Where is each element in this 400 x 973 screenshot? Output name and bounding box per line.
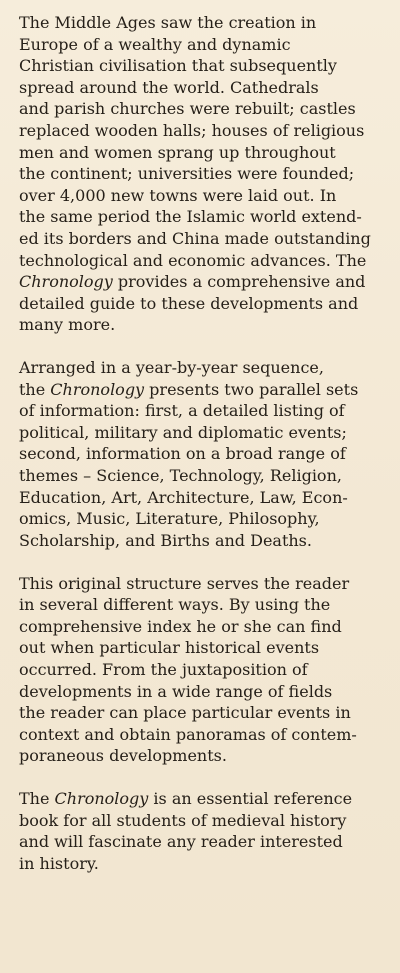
text-segment: in several different ways. By using the [19,595,331,615]
text-segment: Europe of a wealthy and dynamic [19,34,291,54]
text-segment: spread around the world. Cathedrals [19,77,319,97]
text-segment: is an essential reference [148,789,353,809]
text-segment: the [19,379,51,399]
text-segment: replaced wooden halls; houses of religious [19,120,365,140]
text-line [19,185,390,207]
text-segment: Education, Art, Architecture, Law, Econ- [19,487,348,507]
text-segment: presents two parallel sets [144,379,359,399]
text-segment: of information: first, a detailed listing of [19,401,345,421]
text-segment: political, military and diplomatic events; [19,422,347,442]
text-segment: Christian civilisation that subsequently [19,56,337,76]
book-title-text: Chronology [19,272,113,292]
text-segment: the continent; universities were founded; [19,164,355,184]
text-segment: the reader can place particular events in [19,703,351,723]
text-segment: This original structure serves the reader [19,573,350,593]
text-line [19,422,390,444]
text-line [19,34,390,56]
text-segment: Scholarship, and Births and Deaths. [19,530,312,550]
book-title-text: Chronology [50,379,145,399]
text-line [19,594,390,616]
text-segment: men and women sprang up throughout [19,142,336,162]
text-line [19,659,390,681]
text-line [19,810,390,832]
text-segment: omics, Music, Literature, Philosophy, [19,509,320,529]
text-segment: developments in a wide range of fields [19,681,333,701]
book-title-text: Chronology [54,789,149,809]
text-line [19,702,390,724]
text-segment: occurred. From the juxtaposition of [19,660,308,679]
text-line [19,314,390,336]
text-line [19,400,390,422]
text-line [19,745,390,767]
text-line [19,379,390,401]
text-line [19,163,390,185]
text-segment: ed its borders and China made outstanding [19,228,371,248]
text-segment: out when particular historical events [19,638,320,658]
text-line [19,853,390,875]
text-segment: themes – Science, Technology, Religion, [19,466,342,486]
text-line [19,228,390,250]
text-segment: and will fascinate any reader interested [19,832,343,852]
paragraph-2 [19,357,390,551]
text-segment: the same period the Islamic world extend- [19,207,362,227]
text-segment: comprehensive index he or she can find [19,616,342,636]
paragraph-3 [19,573,390,767]
text-line [19,788,390,810]
text-line [19,724,390,746]
text-line [19,271,390,293]
text-line [19,637,390,659]
text-line [19,357,390,379]
text-segment: provides a comprehensive and [112,272,366,292]
text-segment: book for all students of medieval history [19,810,347,830]
text-line [19,142,390,164]
text-line [19,616,390,638]
text-line [19,465,390,487]
text-line [19,530,390,552]
text-line [19,250,390,272]
text-segment: second, information on a broad range of [19,444,346,464]
text-segment: and parish churches were rebuilt; castles [19,99,356,119]
text-line [19,487,390,509]
text-segment: over 4,000 new towns were laid out. In [19,185,337,205]
text-line [19,55,390,77]
text-segment: Arranged in a year-by-year sequence, [19,358,324,378]
text-line [19,831,390,853]
paragraph-4 [19,788,390,874]
text-line [19,98,390,120]
text-line [19,120,390,142]
text-line [19,573,390,595]
text-line [19,206,390,228]
text-segment: many more. [19,315,116,335]
text-segment: poraneous developments. [19,746,227,766]
text-line [19,681,390,703]
text-segment: technological and economic advances. The [19,250,367,270]
text-line [19,443,390,465]
text-segment: context and obtain panoramas of contem- [19,724,357,744]
paragraph-1 [19,12,390,336]
text-segment: The [19,789,55,809]
text-line [19,77,390,99]
text-segment: detailed guide to these developments and [19,293,359,313]
text-line [19,12,390,34]
text-line [19,508,390,530]
text-line [19,293,390,315]
text-segment: The Middle Ages saw the creation in [19,13,317,32]
text-segment: in history. [19,853,99,873]
